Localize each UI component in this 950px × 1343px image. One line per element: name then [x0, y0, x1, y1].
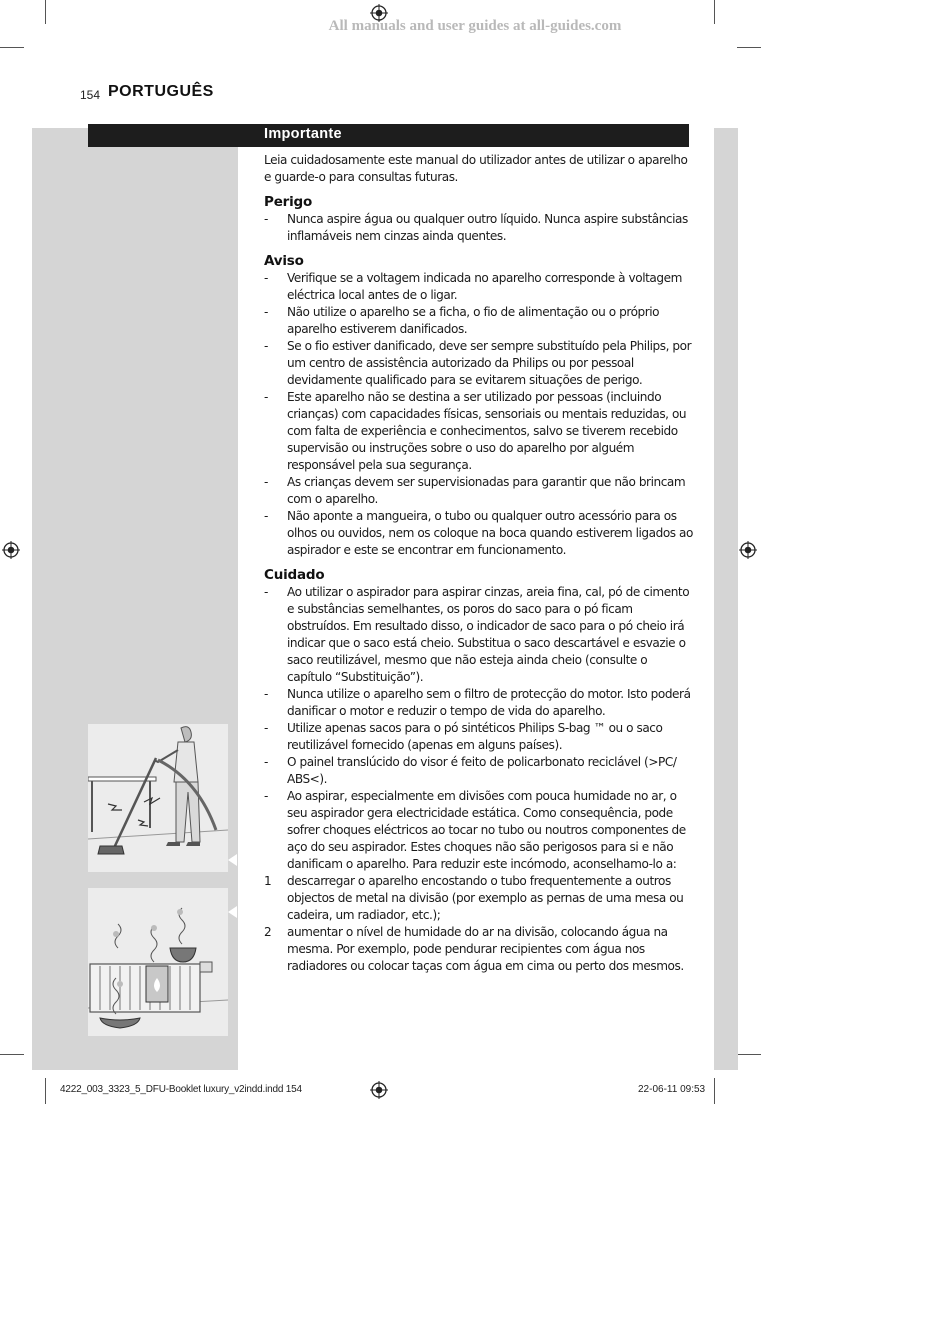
section-list	[264, 211, 694, 245]
list-item	[264, 508, 694, 559]
section-heading-aviso: Aviso	[264, 253, 304, 269]
list-item	[264, 924, 694, 975]
list-item	[264, 873, 694, 924]
list-marker: -	[264, 687, 268, 701]
section-list	[264, 584, 694, 975]
illustration-pointer	[228, 906, 237, 918]
registration-mark-icon	[370, 4, 388, 22]
list-item	[264, 788, 694, 873]
list-item-text: Ao utilizar o aspirador para aspirar cinzas, areia fina, cal, pó de cimento e substâncias semelhantes, os poros do saco para o pó ficam obstruídos. Em resultado disso, o indicador de saco para o pó cheio irá indicar que o saco está cheio. Substitua o saco descartável e esvazie o saco reutilizável, mesmo que não esteja ainda cheio (consulte o capítulo “Substituição”).	[287, 585, 690, 684]
list-marker: -	[264, 212, 268, 226]
footer-date-time: 22-06-11 09:53	[638, 1084, 706, 1095]
warning-sections	[264, 194, 694, 975]
list-marker: -	[264, 789, 268, 803]
section-title-bar	[88, 124, 689, 147]
page-language-heading: PORTUGUÊS	[108, 83, 214, 100]
right-margin-panel	[714, 128, 738, 1070]
list-item	[264, 270, 694, 304]
list-marker: -	[264, 509, 268, 523]
page-number: 154	[80, 88, 101, 102]
list-item	[264, 754, 694, 788]
list-item-text: aumentar o nível de humidade do ar na divisão, colocando água na mesma. Por exemplo, pode pendurar recipientes com água nos radiadores ou colocar taças com água em cima ou perto dos mesmos.	[287, 925, 684, 973]
list-marker: -	[264, 271, 268, 285]
list-marker: -	[264, 390, 268, 404]
watermark: All manuals and user guides at all-guides.com	[328, 18, 622, 34]
section-heading-perigo: Perigo	[264, 194, 313, 210]
list-marker: -	[264, 475, 268, 489]
list-item	[264, 474, 694, 508]
section-heading-cuidado: Cuidado	[264, 567, 325, 583]
list-marker: -	[264, 721, 268, 735]
list-item	[264, 584, 694, 686]
list-marker: -	[264, 755, 268, 769]
list-marker: -	[264, 585, 268, 599]
registration-mark-icon	[2, 541, 20, 559]
footer-file-info: 4222_003_3323_5_DFU-Booklet luxury_v2indd.indd 154	[60, 1084, 302, 1095]
intro-paragraph: Leia cuidadosamente este manual do utilizador antes de utilizar o aparelho e guarde-o para consultas futuras.	[264, 153, 688, 184]
radiator-humidity-illustration	[88, 888, 228, 1036]
list-marker: -	[264, 339, 268, 353]
list-item-text: Se o fio estiver danificado, deve ser sempre substituído pela Philips, por um centro de assistência autorizado da Philips ou por pessoal devidamente qualificado para se evitarem situações de perigo.	[287, 339, 692, 387]
list-item	[264, 686, 694, 720]
illustration-pointer	[228, 854, 237, 866]
section-title: Importante	[264, 126, 342, 142]
list-item-text: Este aparelho não se destina a ser utilizado por pessoas (incluindo crianças) com capacidades físicas, sensoriais ou mentais reduzidas, ou com falta de experiência e conhecimentos, salvo se tiverem recebido supervisão ou instruções sobre o uso do aparelho por alguém responsável pela sua segurança.	[287, 390, 687, 472]
list-item-text: Nunca utilize o aparelho sem o filtro de protecção do motor. Isto poderá danificar o motor e reduzir o tempo de vida do aparelho.	[287, 687, 691, 718]
list-item	[264, 389, 694, 474]
section-list	[264, 270, 694, 559]
list-item-text: As crianças devem ser supervisionadas para garantir que não brincam com o aparelho.	[287, 475, 686, 506]
list-item	[264, 720, 694, 754]
list-item-text: O painel translúcido do visor é feito de policarbonato reciclável (>PC/ ABS<).	[287, 755, 677, 786]
list-marker: 2	[264, 925, 272, 939]
registration-mark-icon	[370, 1081, 388, 1099]
list-marker: 1	[264, 874, 272, 888]
list-item-text: Não aponte a mangueira, o tubo ou qualquer outro acessório para os olhos ou ouvidos, nem os coloque na boca quando estiverem ligados ao aspirador e este se encontrar em funcionamento.	[287, 509, 693, 557]
registration-mark-icon	[739, 541, 757, 559]
list-item	[264, 211, 694, 245]
list-item-text: Ao aspirar, especialmente em divisões com pouca humidade no ar, o seu aspirador gera electricidade estática. Como consequência, pode sofrer choques eléctricos ao tocar no tubo ou noutros componentes de aço do seu aspirador. Estes choques não são perigosos para si e não danificam o aparelho. Para reduzir este incómodo, aconselhamo-lo a:	[287, 789, 686, 871]
list-item	[264, 338, 694, 389]
list-item	[264, 304, 694, 338]
vacuum-static-illustration	[88, 724, 228, 872]
list-item-text: Nunca aspire água ou qualquer outro líquido. Nunca aspire substâncias inflamáveis nem cinzas ainda quentes.	[287, 212, 688, 243]
list-item-text: Verifique se a voltagem indicada no aparelho corresponde à voltagem eléctrica local antes de o ligar.	[287, 271, 682, 302]
list-item-text: Não utilize o aparelho se a ficha, o fio de alimentação ou o próprio aparelho estiverem danificados.	[287, 305, 660, 336]
list-item-text: Utilize apenas sacos para o pó sintéticos Philips S-bag ™ ou o saco reutilizável fornecido (apenas em alguns países).	[287, 721, 663, 752]
main-content	[264, 152, 694, 983]
list-marker: -	[264, 305, 268, 319]
list-item-text: descarregar o aparelho encostando o tubo frequentemente a outros objectos de metal na divisão (por exemplo as pernas de uma mesa ou cadeira, um radiador, etc.);	[287, 874, 684, 922]
